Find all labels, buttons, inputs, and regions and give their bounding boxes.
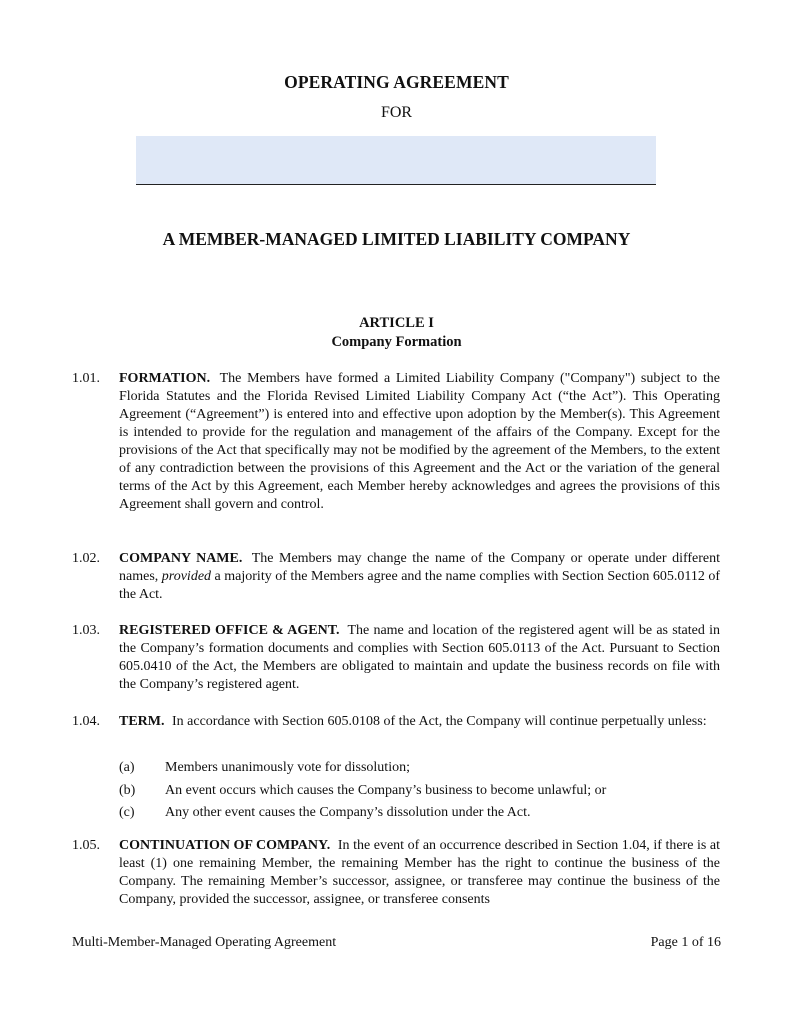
section-heading: TERM.	[119, 714, 165, 729]
section-text: The Members have formed a Limited Liability Company ("Company") subject to the Florida Statutes and the Florida Revised Limited Liability Company Act (“the Act”). This Operating Agreement (“Agreement”) is entered into and effective upon adoption by the Member(s). This Agreement is intended to provide for the regulation and management of the affairs of the Company. Except for the provisions of the Act that specifically may not be modified by the agreement of the Members, to the extent of any contradiction between the provisions of this Agreement and the Act or the variation of the general terms of the Act by this Agreement, each Member hereby acknowledges and agrees the provisions of this Agreement shall govern and control.	[119, 371, 720, 512]
article-heading	[0, 314, 793, 351]
section-text: In the event of an occurrence described in Section 1.04, if there is at least (1) one remaining Member, the remaining Member has the right to continue the business of the Company. The remaining Member’s successor, assignee, or transferee may continue the business of the Company, provided the successor, assignee, or transferee consents	[119, 838, 720, 907]
company-name-field[interactable]	[136, 136, 656, 185]
list-item-letter: (c)	[119, 805, 135, 820]
section-text: The Members may change the name of the Company or operate under different names,	[119, 551, 721, 584]
list-item-letter: (a)	[119, 760, 135, 775]
list-item	[119, 759, 719, 782]
section-heading: CONTINUATION OF COMPANY.	[119, 838, 331, 853]
list-item	[119, 782, 719, 805]
section-number: 1.01.	[72, 371, 100, 386]
section-text-emphasis: provided	[161, 569, 212, 584]
section-text: The name and location of the registered agent will be as stated in the Company’s formation documents and complies with Section 605.0113 of the Act. Pursuant to Section 605.0410 of the Act, the Members are obligated to maintain and update the business records on file with the Company’s registered agent.	[119, 623, 720, 692]
document-subtitle: A MEMBER-MANAGED LIMITED LIABILITY COMPANY	[162, 229, 631, 249]
section-text: a majority of the Members agree and the name complies with Section Section 605.0112 of the Act.	[119, 569, 721, 602]
section-heading: FORMATION.	[119, 371, 211, 386]
section-1-01	[72, 370, 720, 514]
section-text: In accordance with Section 605.0108 of the Act, the Company will continue perpetually unless:	[172, 714, 707, 729]
list-item-text: Members unanimously vote for dissolution;	[165, 760, 410, 775]
document-title: OPERATING AGREEMENT	[284, 72, 509, 92]
footer-document-name: Multi-Member-Managed Operating Agreement	[72, 935, 337, 950]
section-number: 1.02.	[72, 551, 100, 566]
section-heading: REGISTERED OFFICE & AGENT.	[119, 623, 340, 638]
list-item-letter: (b)	[119, 782, 136, 798]
list-item-text: Any other event causes the Company’s dissolution under the Act.	[165, 805, 531, 820]
article-title: Company Formation	[331, 333, 462, 350]
section-1-02	[72, 550, 720, 604]
for-label: FOR	[380, 104, 413, 121]
section-1-05	[72, 837, 720, 909]
section-1-03	[72, 622, 720, 694]
section-number: 1.04.	[72, 714, 100, 729]
article-number: ARTICLE I	[359, 315, 434, 331]
list-item-text: An event occurs which causes the Company’s business to become unlawful; or	[165, 782, 607, 798]
section-number: 1.03.	[72, 623, 100, 638]
footer-page-number: Page 1 of 16	[650, 935, 721, 950]
section-1-04	[72, 713, 720, 731]
list-item	[119, 804, 719, 827]
section-number: 1.05.	[72, 838, 100, 853]
term-conditions-list	[119, 759, 719, 827]
section-heading: COMPANY NAME.	[119, 551, 243, 566]
